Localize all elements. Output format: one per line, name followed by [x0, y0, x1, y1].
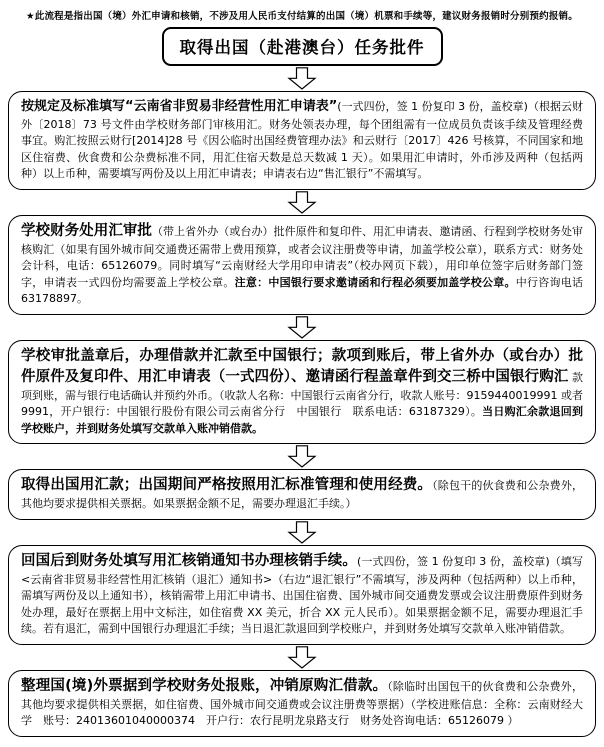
top-note: ★此流程是指出国（境）外汇申请和核销，不涉及用人民币支付结算的出国（境）机票和手续等，建议财务报销时分别预约报销。	[26, 11, 578, 22]
down-arrow-icon	[284, 67, 320, 90]
start-box	[162, 27, 443, 66]
flow-arrow-4	[8, 445, 596, 468]
step-box-5	[8, 545, 596, 645]
step-3-head: 学校审批盖章后，办理借款并汇款至中国银行；款项到账后，带上省外办（或台办）批件原件及复印件、用汇申请表（一式四份）、邀请函行程盖章件到交三桥中国银行购汇	[21, 347, 583, 385]
down-arrow-icon	[284, 316, 320, 339]
step-5-head: 回国后到财务处填写用汇核销通知书办理核销手续。	[21, 552, 358, 569]
step-box-3	[8, 340, 596, 445]
step-box-6	[8, 670, 596, 737]
step-2-head: 学校财务处用汇审批	[21, 222, 152, 239]
step-2-body: （带上省外办（或台办）批件原件和复印件、用汇申请表、邀请函、行程到学校财务处审核购汇（如果有国外城市间交通费还需带上费用预算，或者会议注册费等申请，加盖学校公章），联系方式：财务处会计科，电话：65126079。同时填写“云南财经大学用印申请表”（校办网页下载），用印单位签字后财务部门签字，申请表一式四份均需要盖上学校公章。	[21, 224, 584, 289]
step-5-body: (一式四份，签 1 份复印 3 份，盖校章)（填写<云南省非贸易非经营性用汇核销（退汇）通知书>（右边“退汇银行”不需填写，涉及两种（包括两种）以上币种，需填写两份及以上通知书），核销需带上用汇申请书、出国住宿费、国外城市间交通费发票或会议注册费原件到财务处办理，最好在票据上用中文标注，如住宿费 XX 美元，折合 XX 元人民币）。如果票据金额不足，需要办理退汇手续。若有退汇，需到中国银行办理退汇手续；当日退汇款退回到学校账户，并到财务处填写交款单入账冲销借款。	[21, 554, 583, 636]
down-arrow-icon	[284, 521, 320, 544]
start-box-label: 取得出国（赴港澳台）任务批件	[179, 38, 425, 57]
step-box-2	[8, 215, 596, 315]
flow-arrow-6	[8, 646, 596, 669]
step-2-tail: 中行咨询电话 63178897。	[21, 275, 584, 306]
step-6-body: （除临时出国包干的伙食费和公杂费外，其他均要求提供相关票据，如住宿费、国外城市间交通费或会议注册费等票据）（学校进账信息：全称：云南财经大学 账号：24013601040000374 开户行：农行昆明龙泉路支行 财务处咨询电话：65126079 ）	[21, 679, 583, 728]
step-4-body: （除包干的伙食费和公杂费外，其他均要求提供相关票据。如果票据金额不足，需要办理退汇手续。）	[21, 479, 584, 511]
flow-arrow-2	[8, 191, 596, 214]
down-arrow-icon	[284, 445, 320, 468]
step-box-1	[8, 91, 596, 190]
step-2-emphasis: 注意：中国银行要求邀请函和行程必须要加盖学校公章。	[234, 275, 516, 289]
down-arrow-icon	[284, 191, 320, 214]
step-3-emphasis: 当日购汇余款退回到学校账户，并到财务处填写交款单入账冲销借款。	[21, 405, 584, 435]
step-box-4	[8, 469, 596, 520]
step-4-head: 取得出国用汇款；出国期间严格按照用汇标准管理和使用经费。	[21, 477, 433, 494]
down-arrow-icon	[284, 646, 320, 669]
flow-arrow-5	[8, 521, 596, 544]
flow-arrow-3	[8, 316, 596, 339]
step-6-head: 整理国(境)外票据到学校财务处报账，冲销原购汇借款。	[21, 677, 388, 694]
step-1-body: (一式四份，签 1 份复印 3 份，盖校章)（根据云财外〔2018〕73 号文件由学校财务部门审核用汇。财务处领表办理，每个团组需有一位成员负责该手续及管理经费事宜。购汇按照云财行[2014]28 号《因公临时出国经费管理办法》和云财行〔2017〕426 号核算，不同国家和地区住宿费、伙食费和公杂费标准不同，用汇住宿天数是总天数减 1 天）。如果用汇申请时，外币涉及两种（包括两种）以上币种，需要填写两份及以上用汇申请表；申请表右边“售汇银行”不需填写。	[21, 100, 583, 180]
flow-arrow-1	[8, 67, 596, 90]
step-1-head: 按规定及标准填写“云南省非贸易非经营性用汇申请表”	[21, 99, 338, 114]
step-3-body: 款项到账，需与银行电话确认并预约外币。（收款人名称：中国银行云南省分行，收款人账号：9159440019991 或者 9991，开户银行：中国银行股份有限公司云南省分行 中国银行 联系电话：63187329）。	[21, 370, 583, 419]
